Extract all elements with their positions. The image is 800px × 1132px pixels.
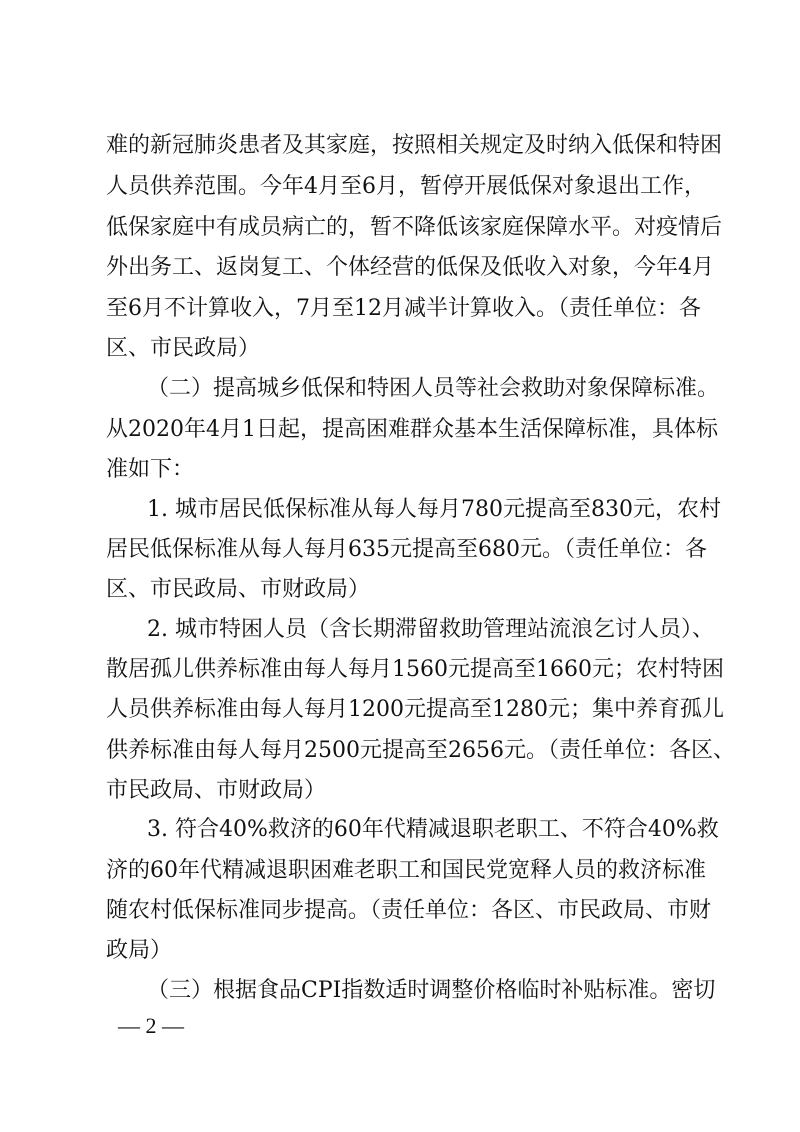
body-text-line: 供养标准由每人每月2500元提高至2656元。（责任单位：各区、 xyxy=(106,738,735,763)
body-text-line: 随农村低保标准同步提高。（责任单位：各区、市民政局、市财 xyxy=(106,898,712,923)
body-text-line: 人员供养范围。今年4月至6月，暂停开展低保对象退出工作， xyxy=(106,174,706,199)
list-item-line: 2. 城市特困人员（含长期滞留救助管理站流浪乞讨人员）、 xyxy=(147,617,714,642)
body-text-line: 外出务工、返岗复工、个体经营的低保及低收入对象，今年4月 xyxy=(106,255,714,280)
body-text-line: 至6月不计算收入，7月至12月减半计算收入。（责任单位：各 xyxy=(106,296,701,321)
body-text-line: 济的60年代精减退职困难老职工和国民党宽释人员的救济标准 xyxy=(106,858,706,883)
section-heading-line: （三）根据食品CPI指数适时调整价格临时补贴标准。密切 xyxy=(147,978,716,1003)
page-number: — 2 — xyxy=(118,1013,184,1038)
body-text-line: 市民政局、市财政局） xyxy=(106,778,327,803)
section-heading-line: （二）提高城乡低保和特困人员等社会救助对象保障标准。 xyxy=(147,376,720,401)
body-text-line: 从2020年4月1日起，提高困难群众基本生活保障标准，具体标 xyxy=(106,417,718,442)
body-text-line: 居民低保标准从每人每月635元提高至680元。（责任单位：各 xyxy=(106,537,707,562)
body-text-line: 难的新冠肺炎患者及其家庭，按照相关规定及时纳入低保和特困 xyxy=(106,133,723,158)
body-text-line: 准如下： xyxy=(106,457,195,482)
list-item-line: 3. 符合40%救济的60年代精减退职老职工、不符合40%救 xyxy=(147,817,719,842)
body-text-line: 区、市民政局） xyxy=(106,336,261,361)
body-text-line: 低保家庭中有成员病亡的，暂不降低该家庭保障水平。对疫情后 xyxy=(106,215,723,240)
body-text-line: 区、市民政局、市财政局） xyxy=(106,577,371,602)
body-text-line: 政局） xyxy=(106,938,173,963)
body-text-line: 散居孤儿供养标准由每人每月1560元提高至1660元；农村特困 xyxy=(106,657,724,682)
list-item-line: 1. 城市居民低保标准从每人每月780元提高至830元，农村 xyxy=(147,497,721,522)
body-text-line: 人员供养标准由每人每月1200元提高至1280元；集中养育孤儿 xyxy=(106,697,724,722)
